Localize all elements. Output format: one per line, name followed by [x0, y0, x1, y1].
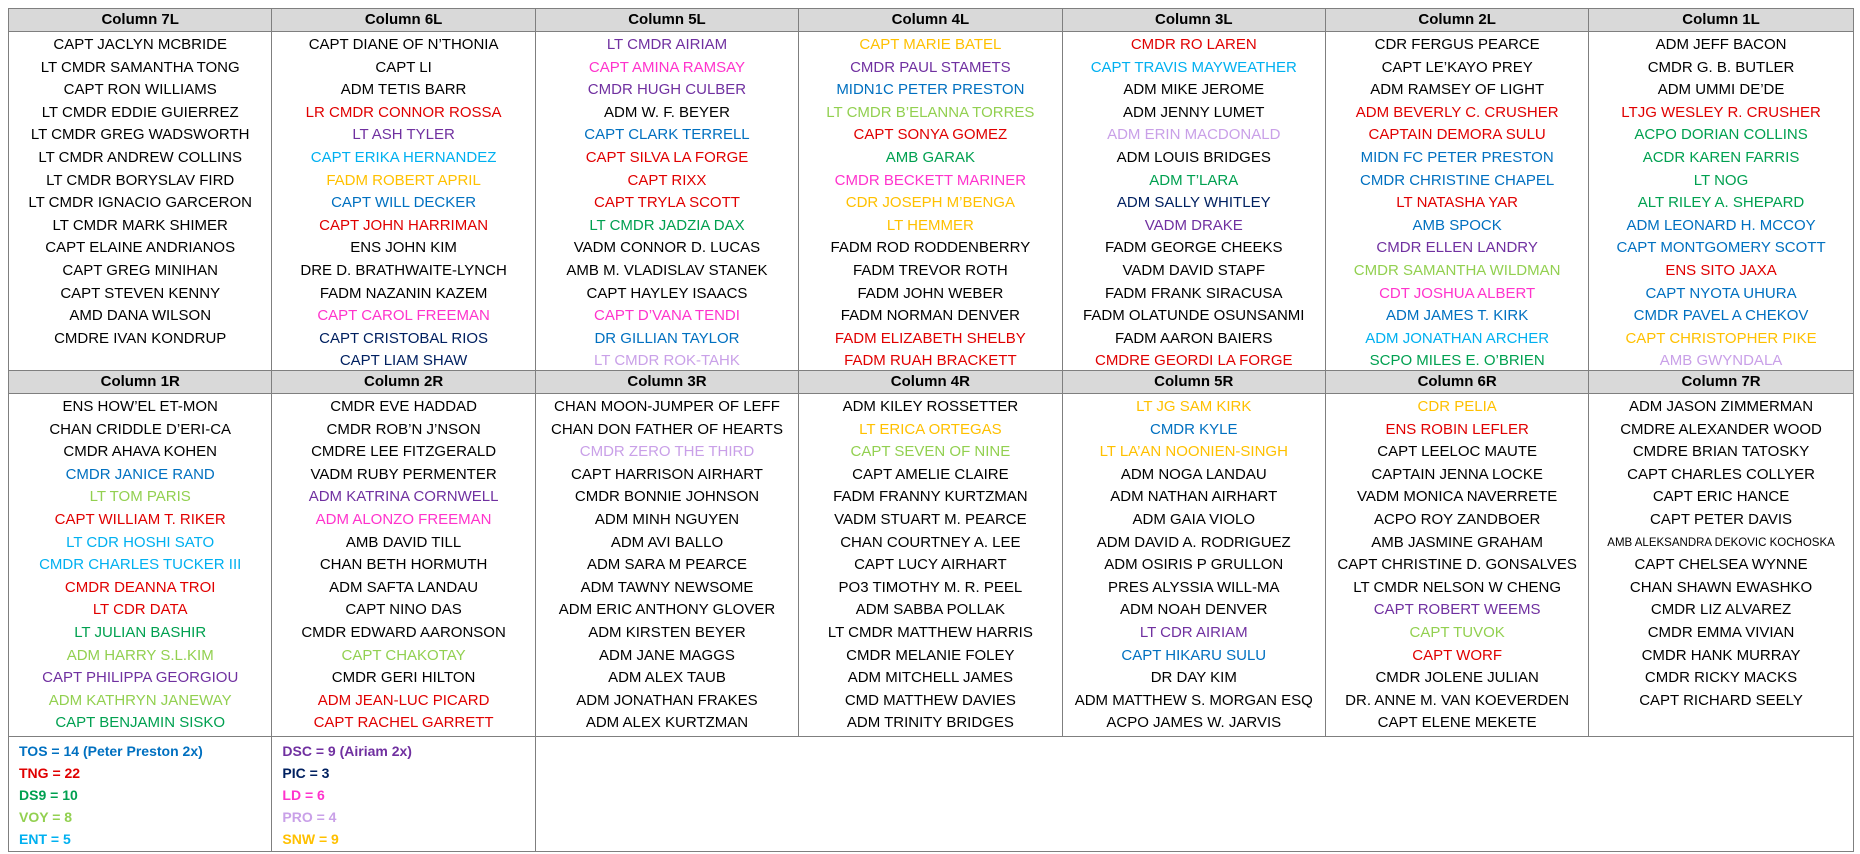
name-entry: LT CMDR ANDREW COLLINS	[38, 148, 243, 166]
name-entry: SCPO MILES E. O’BRIEN	[1369, 352, 1545, 370]
column-header: Column 2L	[1326, 9, 1588, 32]
name-entry: CMDR G. B. BUTLER	[1647, 58, 1795, 76]
name-entry: CHAN BETH HORMUTH	[319, 556, 488, 574]
column-header: Column 1R	[9, 371, 271, 394]
name-entry: FADM RUAH BRACKETT	[844, 352, 1017, 370]
name-entry: ADM NOGA LANDAU	[1120, 465, 1267, 483]
name-entry: CAPT LEELOC MAUTE	[1377, 443, 1538, 461]
name-entry: ADM JASON ZIMMERMAN	[1628, 398, 1814, 415]
name-entry: CAPT RICHARD SEELY	[1639, 691, 1803, 709]
name-entry: CAPT LUCY AIRHART	[854, 556, 1007, 574]
name-entry: AMB ALEKSANDRA DEKOVIC KOCHOSKA	[1607, 536, 1835, 549]
name-entry: LT CMDR NELSON W CHENG	[1353, 578, 1562, 596]
name-entry: LT NOG	[1693, 171, 1749, 189]
name-entry: LT CMDR JADZIA DAX	[589, 216, 745, 234]
name-entry: CAPT ERIKA HERNANDEZ	[310, 148, 497, 166]
name-entry: AMB DAVID TILL	[345, 533, 462, 551]
name-entry: CMDRE BRIAN TATOSKY	[1632, 443, 1810, 461]
name-entry: ADM KILEY ROSSETTER	[842, 398, 1019, 415]
column-header: Column 2R	[272, 371, 534, 394]
name-entry: CMDR BONNIE JOHNSON	[574, 488, 760, 506]
name-entry: CAPT TUVOK	[1409, 623, 1505, 641]
name-entry: ADM BEVERLY C. CRUSHER	[1355, 103, 1559, 121]
column-header: Column 3L	[1063, 9, 1325, 32]
name-entry: CAPT BENJAMIN SISKO	[55, 714, 226, 732]
bottom-column	[9, 371, 272, 736]
name-entry: FADM ROBERT APRIL	[326, 171, 481, 189]
name-entry: AMB M. VLADISLAV STANEK	[566, 261, 768, 279]
name-entry: CMDR ZERO THE THIRD	[579, 443, 755, 461]
name-entry: ADM T’LARA	[1149, 171, 1239, 189]
name-entry: LT CMDR ROK-TAHK	[594, 352, 740, 370]
name-entry: CAPT MONTGOMERY SCOTT	[1616, 239, 1826, 257]
name-entry: ADM GAIA VIOLO	[1132, 510, 1256, 528]
name-entry: LT CMDR MARK SHIMER	[52, 216, 228, 234]
name-entry: ADM ERIN MACDONALD	[1107, 126, 1281, 144]
name-entry: ENS SITO JAXA	[1665, 261, 1777, 279]
name-entry: VADM DAVID STAPF	[1122, 261, 1266, 279]
name-entry: ADM SABBA POLLAK	[855, 601, 1005, 619]
name-entry: CHAN COURTNEY A. LEE	[840, 533, 1021, 551]
name-entry: DR. ANNE M. VAN KOEVERDEN	[1345, 691, 1570, 709]
name-entry: CAPT CLARK TERRELL	[584, 126, 750, 144]
name-entry: ADM LEONARD H. MCCOY	[1626, 216, 1816, 234]
name-entry: CAPT RON WILLIAMS	[63, 81, 217, 99]
name-entry: CMDRE ALEXANDER WOOD	[1620, 420, 1822, 438]
name-entry: ADM SAFTA LANDAU	[329, 578, 479, 596]
name-entry: FADM ROD RODDENBERRY	[830, 239, 1031, 257]
name-entry: LT LA’AN NOONIEN-SINGH	[1099, 443, 1288, 461]
name-entry: CAPT RACHEL GARRETT	[313, 714, 494, 732]
name-entry: CHAN CRIDDLE D’ERI-CA	[49, 420, 232, 438]
name-entry: LT CMDR B’ELANNA TORRES	[826, 103, 1035, 121]
name-entry: LT ERICA ORTEGAS	[859, 420, 1002, 438]
name-entry: CMDR GERI HILTON	[331, 669, 476, 687]
name-entry: ADM JAMES T. KIRK	[1386, 307, 1529, 325]
name-entry: CAPT MARIE BATEL	[859, 36, 1002, 53]
name-entry: VADM RUBY PERMENTER	[310, 465, 497, 483]
name-entry: CAPT ROBERT WEEMS	[1373, 601, 1541, 619]
column-header: Column 5L	[536, 9, 798, 32]
name-entry: CAPT PETER DAVIS	[1650, 510, 1793, 528]
name-entry: VADM DRAKE	[1144, 216, 1243, 234]
name-entry: ACDR KAREN FARRIS	[1642, 148, 1800, 166]
name-entry: CAPT LI	[375, 58, 432, 76]
name-entry: CMDR RICKY MACKS	[1644, 669, 1798, 687]
name-entry: ADM JANE MAGGS	[599, 646, 735, 664]
name-entry: PRES ALYSSIA WILL-MA	[1108, 578, 1280, 596]
name-entry: LT CMDR AIRIAM	[606, 36, 728, 53]
top-column	[1326, 9, 1589, 370]
name-entry: CAPT TRYLA SCOTT	[594, 194, 740, 212]
name-entry: CMDR RO LAREN	[1130, 36, 1257, 53]
legend-entry: VOY = 8	[19, 809, 73, 825]
name-entry: CMDRE IVAN KONDRUP	[54, 329, 227, 347]
name-entry: CMDR SAMANTHA WILDMAN	[1353, 261, 1561, 279]
name-entry: AMB GWYNDALA	[1659, 352, 1783, 370]
name-entry: CAPT WORF	[1412, 646, 1503, 664]
name-entry: LT ASH TYLER	[352, 126, 455, 144]
name-entry: LT TOM PARIS	[89, 488, 191, 506]
name-entry: ADM RAMSEY OF LIGHT	[1370, 81, 1545, 99]
name-entry: CMDR HANK MURRAY	[1641, 646, 1801, 664]
name-list	[799, 32, 1061, 370]
top-column	[272, 9, 535, 370]
name-entry: ADM MINH NGUYEN	[594, 510, 740, 528]
name-entry: AMB GARAK	[885, 148, 975, 166]
name-list	[1589, 394, 1852, 736]
name-entry: CAPTAIN DEMORA SULU	[1368, 126, 1546, 144]
name-entry: ADM JONATHAN FRAKES	[576, 691, 758, 709]
column-header: Column 5R	[1063, 371, 1325, 394]
name-entry: FADM NAZANIN KAZEM	[319, 284, 488, 302]
name-entry: CAPT STEVEN KENNY	[60, 284, 221, 302]
name-list	[1326, 32, 1588, 370]
name-entry: CAPT RIXX	[627, 171, 707, 189]
name-list	[1589, 32, 1852, 370]
name-entry: CHAN SHAWN EWASHKO	[1629, 578, 1813, 596]
name-list	[1063, 394, 1325, 736]
name-entry: AMB JASMINE GRAHAM	[1371, 533, 1543, 551]
name-entry: CAPT CHRISTOPHER PIKE	[1625, 329, 1817, 347]
name-entry: FADM GEORGE CHEEKS	[1104, 239, 1283, 257]
name-entry: ALT RILEY A. SHEPARD	[1637, 194, 1805, 212]
name-entry: CAPT HARRISON AIRHART	[570, 465, 763, 483]
name-list	[1063, 32, 1325, 370]
name-entry: CAPT AMINA RAMSAY	[588, 58, 746, 76]
name-list	[272, 394, 534, 736]
name-entry: CMDR JANICE RAND	[65, 465, 215, 483]
name-entry: MIDN1C PETER PRESTON	[836, 81, 1025, 99]
name-entry: CAPT LIAM SHAW	[339, 352, 468, 370]
name-entry: VADM CONNOR D. LUCAS	[573, 239, 761, 257]
name-entry: CAPT AMELIE CLAIRE	[852, 465, 1009, 483]
name-entry: CDT JOSHUA ALBERT	[1379, 284, 1536, 302]
name-entry: CAPT SONYA GOMEZ	[853, 126, 1008, 144]
name-entry: ADM OSIRIS P GRULLON	[1104, 556, 1284, 574]
name-entry: VADM STUART M. PEARCE	[834, 510, 1027, 528]
name-entry: CMDR AHAVA KOHEN	[63, 443, 218, 461]
name-entry: ENS HOW’EL ET-MON	[62, 398, 218, 415]
name-entry: CDR PELIA	[1417, 398, 1497, 415]
legend-column	[9, 737, 272, 851]
name-entry: CAPT CHRISTINE D. GONSALVES	[1337, 556, 1577, 574]
name-entry: MIDN FC PETER PRESTON	[1360, 148, 1554, 166]
name-entry: CAPT CHAKOTAY	[341, 646, 466, 664]
name-entry: CMDR ROB’N J’NSON	[326, 420, 481, 438]
name-entry: ACPO ROY ZANDBOER	[1373, 510, 1541, 528]
bottom-section	[9, 370, 1853, 736]
name-entry: CDR FERGUS PEARCE	[1374, 36, 1540, 53]
name-entry: FADM FRANK SIRACUSA	[1104, 284, 1283, 302]
name-entry: CAPT ERIC HANCE	[1652, 488, 1790, 506]
name-entry: CAPT HAYLEY ISAACS	[586, 284, 748, 302]
name-entry: FADM JOHN WEBER	[857, 284, 1004, 302]
column-header: Column 7L	[9, 9, 271, 32]
name-entry: ADM ALEX KURTZMAN	[585, 714, 749, 732]
name-entry: ADM KIRSTEN BEYER	[588, 623, 746, 641]
name-entry: ADM HARRY S.L.KIM	[66, 646, 214, 664]
name-entry: FADM AARON BAIERS	[1114, 329, 1273, 347]
name-entry: ADM AVI BALLO	[610, 533, 724, 551]
name-entry: CMDR EMMA VIVIAN	[1647, 623, 1795, 641]
name-entry: ADM MITCHELL JAMES	[847, 669, 1014, 687]
name-entry: CAPT NINO DAS	[345, 601, 462, 619]
name-entry: CAPT D’VANA TENDI	[594, 307, 740, 325]
legend-column	[272, 737, 535, 851]
name-entry: ADM KATHRYN JANEWAY	[48, 691, 232, 709]
name-entry: FADM OLATUNDE OSUNSANMI	[1083, 307, 1305, 325]
name-entry: CAPTAIN JENNA LOCKE	[1371, 465, 1543, 483]
top-column	[1063, 9, 1326, 370]
name-entry: DR DAY KIM	[1150, 669, 1237, 687]
name-entry: DRE D. BRATHWAITE-LYNCH	[300, 261, 507, 279]
legend-entry: SNW = 9	[282, 831, 339, 847]
legend	[9, 736, 1853, 851]
name-entry: CMDR KYLE	[1149, 420, 1238, 438]
name-entry: CAPT HIKARU SULU	[1121, 646, 1267, 664]
name-entry: ADM JEFF BACON	[1655, 36, 1787, 53]
name-entry: ADM LOUIS BRIDGES	[1116, 148, 1271, 166]
legend-entry: TOS = 14 (Peter Preston 2x)	[19, 743, 203, 759]
bottom-column	[799, 371, 1062, 736]
name-entry: ADM MIKE JEROME	[1123, 81, 1265, 99]
top-section	[9, 9, 1853, 370]
name-entry: LT CMDR IGNACIO GARCERON	[28, 194, 253, 212]
name-entry: CAPT CHELSEA WYNNE	[1634, 556, 1808, 574]
column-header: Column 4R	[799, 371, 1061, 394]
name-entry: CAPT SILVA LA FORGE	[585, 148, 749, 166]
name-entry: ADM ALEX TAUB	[608, 669, 726, 687]
legend-entry: DSC = 9 (Airiam 2x)	[282, 743, 412, 759]
name-entry: CMDR DEANNA TROI	[64, 578, 216, 596]
name-entry: FADM FRANNY KURTZMAN	[833, 488, 1028, 506]
name-entry: CAPT PHILIPPA GEORGIOU	[42, 669, 239, 687]
name-entry: CMDR EVE HADDAD	[330, 398, 477, 415]
name-entry: CMDR HUGH CULBER	[587, 81, 747, 99]
name-entry: LT CMDR SAMANTHA TONG	[40, 58, 240, 76]
name-entry: CAPT SEVEN OF NINE	[850, 443, 1011, 461]
name-entry: CMDRE GEORDI LA FORGE	[1094, 352, 1293, 370]
name-entry: CHAN MOON-JUMPER OF LEFF	[554, 398, 780, 415]
name-entry: LT CDR DATA	[92, 601, 188, 619]
name-entry: CMDR MELANIE FOLEY	[846, 646, 1015, 664]
column-header: Column 1L	[1589, 9, 1852, 32]
name-entry: FADM ELIZABETH SHELBY	[834, 329, 1026, 347]
name-entry: ENS ROBIN LEFLER	[1385, 420, 1529, 438]
name-entry: LT CDR HOSHI SATO	[66, 533, 215, 551]
name-entry: LT HEMMER	[886, 216, 974, 234]
top-column	[536, 9, 799, 370]
top-column	[799, 9, 1062, 370]
bottom-column	[1063, 371, 1326, 736]
name-entry: ADM UMMI DE’DE	[1657, 81, 1785, 99]
legend-empty-area	[536, 737, 1853, 851]
name-entry: FADM NORMAN DENVER	[840, 307, 1020, 325]
name-list	[536, 394, 798, 736]
name-entry: ADM TETIS BARR	[340, 81, 467, 99]
name-entry: CAPT CAROL FREEMAN	[317, 307, 490, 325]
name-entry: ADM ERIC ANTHONY GLOVER	[558, 601, 776, 619]
name-entry: LT NATASHA YAR	[1396, 194, 1518, 212]
name-entry: LT JG SAM KIRK	[1136, 398, 1252, 415]
name-entry: ADM MATTHEW S. MORGAN ESQ	[1074, 691, 1313, 709]
name-entry: CMDRE LEE FITZGERALD	[311, 443, 497, 461]
name-entry: PO3 TIMOTHY M. R. PEEL	[838, 578, 1023, 596]
name-list	[9, 32, 271, 370]
name-entry: ADM TAWNY NEWSOME	[580, 578, 754, 596]
name-entry: CMDR PAVEL A CHEKOV	[1633, 307, 1809, 325]
name-entry: CMDR CHRISTINE CHAPEL	[1360, 171, 1555, 189]
name-entry: CAPT NYOTA UHURA	[1645, 284, 1797, 302]
name-list	[9, 394, 271, 736]
name-entry: CHAN DON FATHER OF HEARTS	[550, 420, 783, 438]
legend-entry: ENT = 5	[19, 831, 71, 847]
name-entry: CMDR EDWARD AARONSON	[301, 623, 506, 641]
bottom-column	[1326, 371, 1589, 736]
name-entry: CMDR CHARLES TUCKER III	[39, 556, 242, 574]
column-header: Column 7R	[1589, 371, 1852, 394]
roster-sheet	[8, 8, 1854, 852]
name-entry: CAPT WILLIAM T. RIKER	[54, 510, 226, 528]
bottom-column	[272, 371, 535, 736]
bottom-column	[1589, 371, 1852, 736]
name-entry: LTJG WESLEY R. CRUSHER	[1621, 103, 1821, 121]
name-list	[1326, 394, 1588, 736]
legend-entry: LD = 6	[282, 787, 325, 803]
name-entry: ENS JOHN KIM	[350, 239, 457, 257]
name-entry: ADM W. F. BEYER	[604, 103, 730, 121]
name-entry: CMDR JOLENE JULIAN	[1375, 669, 1539, 687]
name-entry: FADM TREVOR ROTH	[853, 261, 1008, 279]
top-column	[9, 9, 272, 370]
name-entry: CMDR PAUL STAMETS	[850, 58, 1011, 76]
name-entry: CAPT TRAVIS MAYWEATHER	[1090, 58, 1297, 76]
bottom-column	[536, 371, 799, 736]
name-entry: ADM JONATHAN ARCHER	[1365, 329, 1550, 347]
name-entry: CAPT WILL DECKER	[331, 194, 477, 212]
name-entry: CMD MATTHEW DAVIES	[844, 691, 1016, 709]
name-entry: ACPO DORIAN COLLINS	[1634, 126, 1808, 144]
name-entry: CDR JOSEPH M’BENGA	[845, 194, 1015, 212]
name-entry: VADM MONICA NAVERRETE	[1356, 488, 1558, 506]
name-entry: AMB SPOCK	[1412, 216, 1502, 234]
name-entry: CMDR BECKETT MARINER	[834, 171, 1027, 189]
name-entry: ADM NATHAN AIRHART	[1110, 488, 1278, 506]
name-entry: LT CDR AIRIAM	[1139, 623, 1248, 641]
name-entry: ADM KATRINA CORNWELL	[308, 488, 499, 506]
name-list	[799, 394, 1061, 736]
name-entry: CAPT ELAINE ANDRIANOS	[45, 239, 236, 257]
name-entry: AMD DANA WILSON	[69, 307, 212, 325]
name-list	[536, 32, 798, 370]
name-entry: LT CMDR MATTHEW HARRIS	[827, 623, 1033, 641]
column-header: Column 6R	[1326, 371, 1588, 394]
name-entry: CAPT LE’KAYO PREY	[1381, 58, 1533, 76]
legend-entry: PIC = 3	[282, 765, 330, 781]
name-entry: ADM JENNY LUMET	[1123, 103, 1265, 121]
name-entry: ADM SARA M PEARCE	[586, 556, 747, 574]
name-entry: CAPT GREG MINIHAN	[62, 261, 218, 279]
name-list	[272, 32, 534, 370]
column-header: Column 6L	[272, 9, 534, 32]
column-header: Column 4L	[799, 9, 1061, 32]
name-entry: ADM ALONZO FREEMAN	[315, 510, 492, 528]
name-entry: LT CMDR BORYSLAV FIRD	[46, 171, 235, 189]
name-entry: ADM NOAH DENVER	[1119, 601, 1268, 619]
name-entry: LR CMDR CONNOR ROSSA	[305, 103, 502, 121]
legend-entry: DS9 = 10	[19, 787, 78, 803]
name-entry: ADM JEAN-LUC PICARD	[317, 691, 490, 709]
legend-entry: PRO = 4	[282, 809, 337, 825]
name-entry: LT CMDR EDDIE GUIERREZ	[41, 103, 239, 121]
name-entry: CMDR LIZ ALVAREZ	[1650, 601, 1792, 619]
name-entry: CAPT CRISTOBAL RIOS	[319, 329, 489, 347]
legend-entry: TNG = 22	[19, 765, 81, 781]
name-entry: DR GILLIAN TAYLOR	[594, 329, 740, 347]
name-entry: LT JULIAN BASHIR	[74, 623, 207, 641]
name-entry: CAPT JOHN HARRIMAN	[319, 216, 489, 234]
column-header: Column 3R	[536, 371, 798, 394]
name-entry: CAPT JACLYN MCBRIDE	[53, 36, 228, 53]
name-entry: CAPT ELENE MEKETE	[1377, 714, 1537, 732]
name-entry: ADM SALLY WHITLEY	[1116, 194, 1271, 212]
name-entry: ADM DAVID A. RODRIGUEZ	[1096, 533, 1291, 551]
name-entry: CAPT DIANE OF N’THONIA	[308, 36, 499, 53]
name-entry: LT CMDR GREG WADSWORTH	[30, 126, 250, 144]
top-column	[1589, 9, 1852, 370]
name-entry: ADM TRINITY BRIDGES	[846, 714, 1014, 732]
name-entry: ACPO JAMES W. JARVIS	[1106, 714, 1282, 732]
name-entry: CMDR ELLEN LANDRY	[1376, 239, 1538, 257]
name-entry: CAPT CHARLES COLLYER	[1627, 465, 1815, 483]
